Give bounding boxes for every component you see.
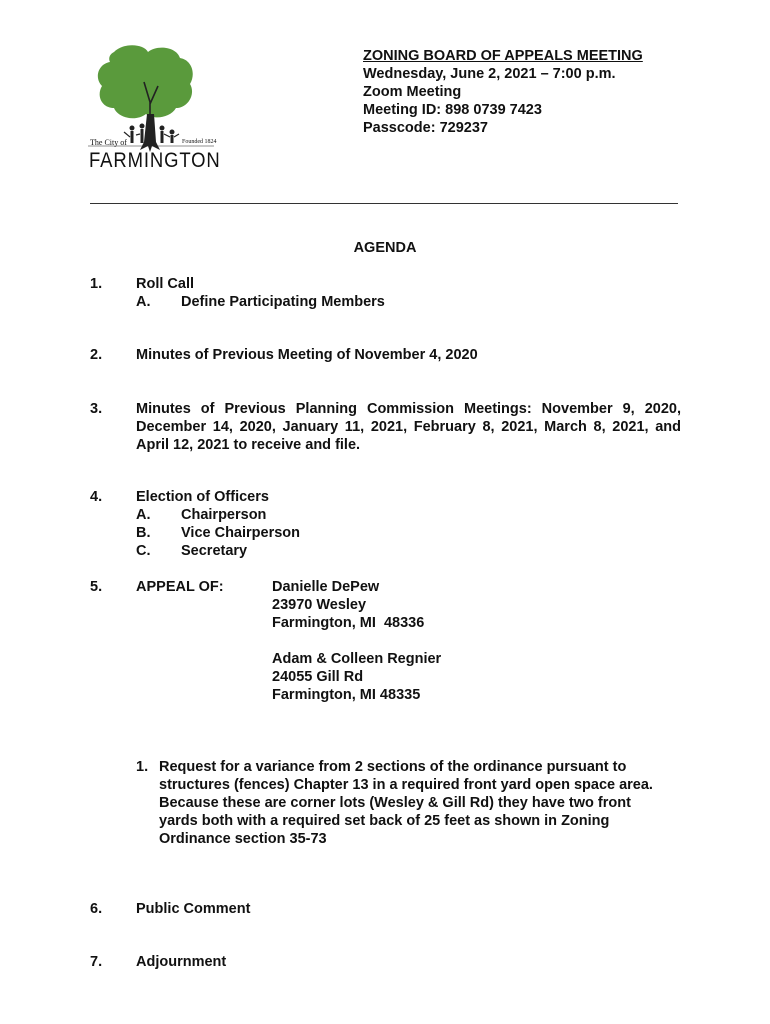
appellant-street: 23970 Wesley [272, 597, 367, 613]
sub-letter: A. [136, 507, 151, 523]
agenda-item-public-comment: Public Comment [136, 901, 251, 917]
agenda-item-minutes: Minutes of Previous Meeting of November 4, 2020 [136, 347, 478, 363]
sub-text: Secretary [181, 543, 248, 559]
request-line: yards both with a required set back of 25 feet as shown in Zoning [159, 813, 610, 829]
item-title: Roll Call [136, 276, 195, 292]
appellant-city: Farmington, MI 48335 [272, 687, 421, 703]
logo-established: Founded 1824 [182, 139, 217, 145]
meeting-id: Meeting ID: 898 0739 7423 [363, 102, 542, 118]
appellant-city: Farmington, MI 48336 [272, 615, 425, 631]
request-number: 1. [136, 759, 149, 775]
sub-item [136, 524, 300, 542]
appellant-name: Adam & Colleen Regnier [272, 651, 442, 667]
appeal-label: APPEAL OF: [136, 579, 224, 595]
sub-text: Vice Chairperson [181, 525, 301, 541]
sub-letter: B. [136, 525, 151, 541]
meeting-date-time: Wednesday, June 2, 2021 – 7:00 p.m. [363, 66, 616, 82]
item-number: 7. [90, 954, 103, 970]
item-title: Election of Officers [136, 489, 269, 505]
tree-canopy [98, 45, 193, 118]
logo-city-prefix: The City of [90, 138, 127, 147]
meeting-header [363, 47, 643, 137]
logo-city-name: FARMINGTON [89, 149, 221, 172]
agenda-item-election [136, 488, 300, 560]
item-number: 3. [90, 401, 103, 417]
request-line: Because these are corner lots (Wesley & Gill Rd) they have two front [159, 795, 631, 811]
sub-text: Define Participating Members [181, 294, 385, 310]
appellant-name: Danielle DePew [272, 579, 380, 595]
sub-item [136, 293, 385, 311]
sub-letter: A. [136, 294, 151, 310]
agenda-title: AGENDA [353, 240, 417, 256]
sub-text: Chairperson [181, 507, 267, 523]
request-line: Request for a variance from 2 sections of the ordinance pursuant to [159, 759, 627, 775]
appellant-2 [272, 650, 441, 704]
variance-request [136, 758, 656, 848]
item-number: 2. [90, 347, 103, 363]
item-line: Minutes of Previous Planning Commission Meetings: November 9, 2020, [136, 401, 681, 417]
item-line: April 12, 2021 to receive and file. [136, 437, 361, 453]
item-number: 6. [90, 901, 103, 917]
sub-item [136, 542, 300, 560]
item-number: 1. [90, 276, 103, 292]
meeting-passcode: Passcode: 729237 [363, 120, 488, 136]
request-line: Ordinance section 35-73 [159, 831, 327, 847]
sub-item [136, 506, 300, 524]
agenda-item-adjournment: Adjournment [136, 954, 227, 970]
agenda-item-roll-call [136, 275, 385, 311]
agenda-item-planning-minutes [136, 400, 681, 454]
sub-letter: C. [136, 543, 151, 559]
appellant-1 [272, 578, 424, 632]
item-number: 4. [90, 489, 103, 505]
meeting-title: ZONING BOARD OF APPEALS MEETING [363, 48, 643, 64]
meeting-platform: Zoom Meeting [363, 84, 462, 100]
header-divider [90, 203, 678, 204]
item-number: 5. [90, 579, 103, 595]
item-line: December 14, 2020, January 11, 2021, February 8, 2021, March 8, 2021, and [136, 419, 681, 435]
appellant-street: 24055 Gill Rd [272, 669, 364, 685]
request-line: structures (fences) Chapter 13 in a required front yard open space area. [159, 777, 653, 793]
